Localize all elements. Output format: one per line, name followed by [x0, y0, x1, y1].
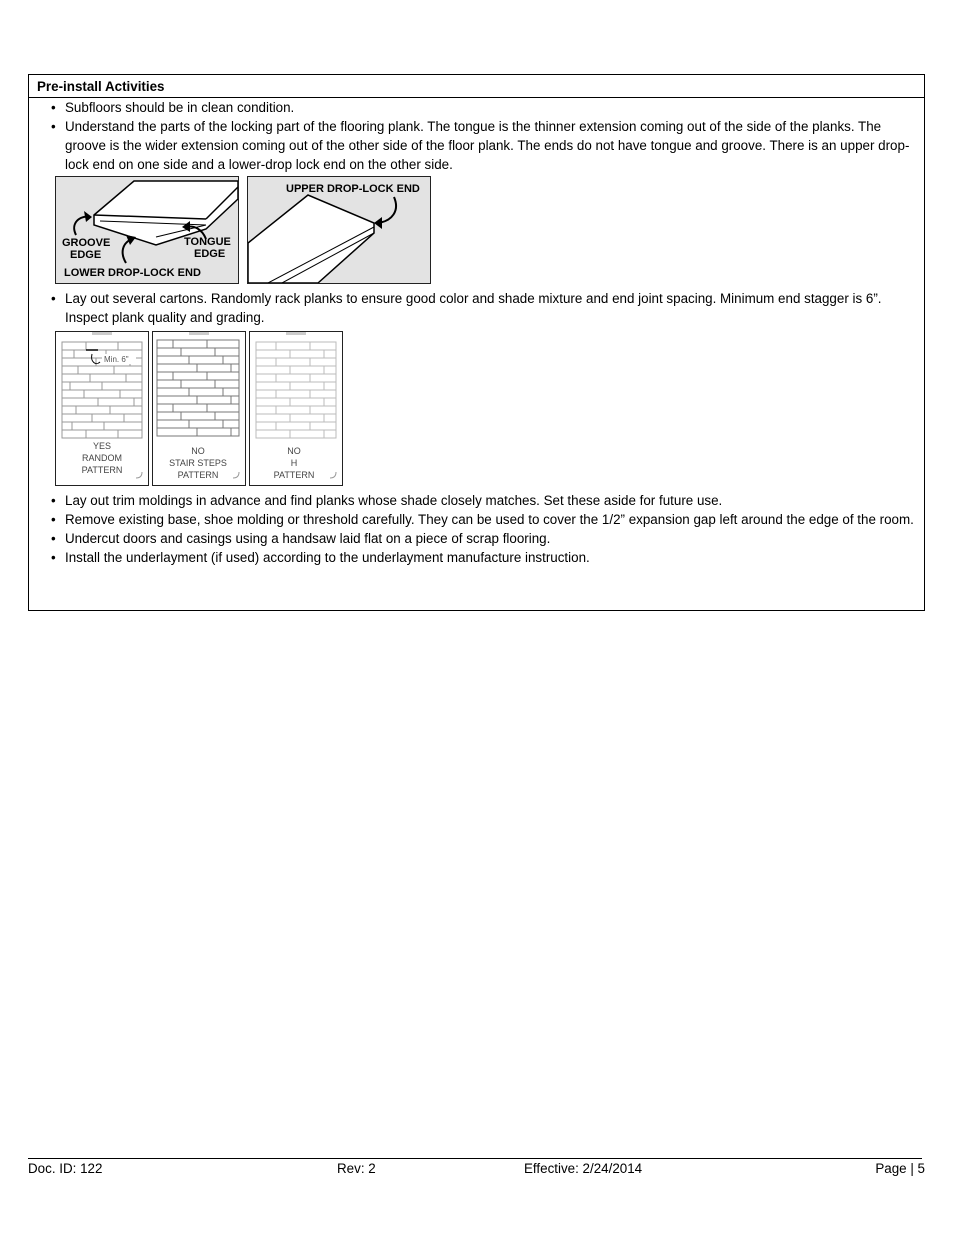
footer-effective: Effective: 2/24/2014	[524, 1161, 643, 1176]
plank-side-panel	[55, 176, 239, 284]
stair-steps-pattern-drawing	[153, 332, 245, 485]
panel-label-line3: PATTERN	[273, 470, 315, 480]
section-title: Pre-install Activities	[29, 75, 924, 98]
pre-install-activities-box	[28, 74, 925, 611]
panel-label-line1: YES	[92, 441, 112, 451]
plank-side-drawing	[56, 177, 238, 283]
plank-locking-figure	[29, 176, 924, 285]
footer-rev: Rev: 2	[337, 1161, 376, 1176]
list-item: • Lay out several cartons. Randomly rack planks to ensure good color and shade mixture and end joint spacing. Minimum end stagger is 6”. Inspect plank quality and grading.	[29, 289, 924, 327]
tongue-label-1: TONGUE	[184, 236, 231, 248]
pattern-panel-stair-steps	[152, 331, 246, 486]
stagger-pattern-figure	[29, 331, 924, 487]
list-item: • Subfloors should be in clean condition.	[29, 98, 924, 117]
min-stagger-label: Min. 6"	[104, 355, 129, 364]
pattern-panel-h	[249, 331, 343, 486]
panel-label-line3: PATTERN	[81, 465, 123, 475]
list-item: • Understand the parts of the locking part of the flooring plank. The tongue is the thinner extension coming out of the side of the planks. The groove is the wider extension coming out of the other side of the floor plank. The ends do not have tongue and groove. There is an upper drop-lock end on one side and a lower-drop lock end on the other side.	[29, 117, 924, 174]
plank-end-drawing	[248, 177, 430, 283]
panel-label-line1: NO	[287, 446, 301, 456]
footer-page: Page | 5	[875, 1161, 925, 1176]
list-item: • Install the underlayment (if used) according to the underlayment manufacture instruction.	[29, 548, 924, 567]
groove-label-1: GROOVE	[62, 237, 111, 249]
random-pattern-drawing	[56, 332, 148, 485]
panel-label-line1: NO	[191, 446, 205, 456]
panel-label-line2: H	[290, 458, 298, 468]
list-item: • Remove existing base, shoe molding or threshold carefully. They can be used to cover the 1/2” expansion gap left around the edge of the room.	[29, 510, 924, 529]
h-pattern-drawing	[250, 332, 342, 485]
upper-drop-lock-label: UPPER DROP-LOCK END	[286, 183, 420, 195]
footer-rule	[28, 1158, 922, 1159]
activity-list	[29, 491, 924, 567]
pattern-panel-random	[55, 331, 149, 486]
activity-list	[29, 98, 924, 174]
footer-doc-id: Doc. ID: 122	[28, 1161, 103, 1176]
list-item: • Lay out trim moldings in advance and find planks whose shade closely matches. Set these aside for future use.	[29, 491, 924, 510]
tongue-label-2: EDGE	[194, 248, 226, 260]
plank-end-panel	[247, 176, 431, 284]
panel-label-line3: PATTERN	[177, 470, 219, 480]
panel-label-line2: STAIR STEPS	[169, 458, 227, 468]
panel-label-line2: RANDOM	[82, 453, 122, 463]
activity-list	[29, 289, 924, 327]
lower-drop-lock-label: LOWER DROP-LOCK END	[64, 267, 201, 279]
groove-label-2: EDGE	[70, 249, 102, 261]
list-item: • Undercut doors and casings using a handsaw laid flat on a piece of scrap flooring.	[29, 529, 924, 548]
